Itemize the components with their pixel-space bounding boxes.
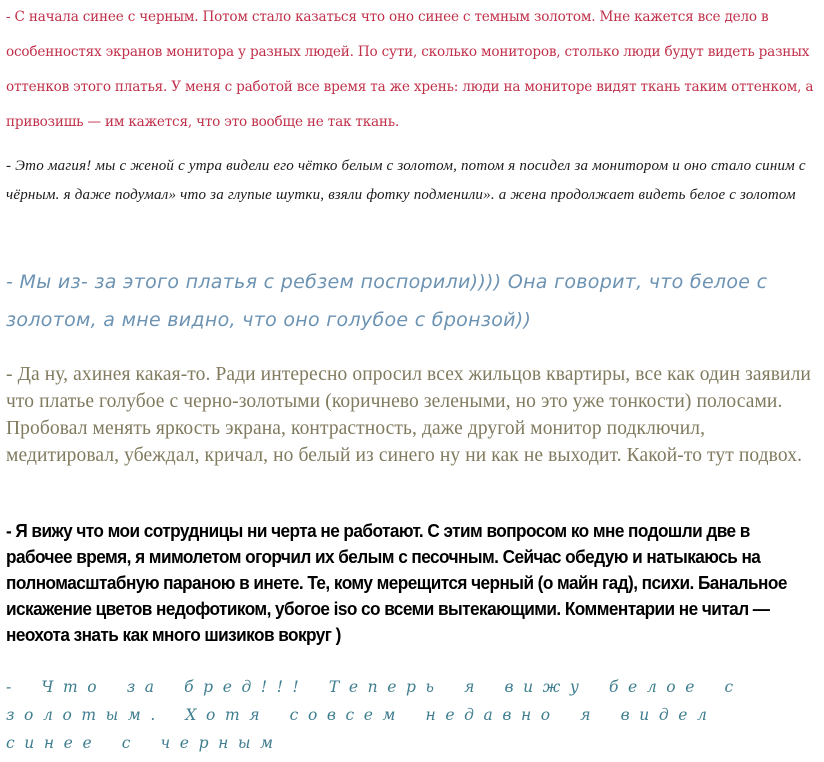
comment-olive: - Да ну, ахинея какая-то. Ради интересно опросил всех жильцов квартиры, все как один заявили что платье голубое с черно-золотыми (коричнево зелеными, но это уже тонкости) полосами. Пробовал менять яркость экрана, контрастность, даже другой монитор подключил, медитировал, убеждал, кричал, но белый из синего ну ни как не выходит. Какой-то тут подвох.: [6, 364, 811, 466]
comment-red: - С начала синее с черным. Потом стало казаться что оно синее с темным золотом. Мне кажется все дело в особенностях экранов монитора у разных людей. По сути, сколько мониторов, столько люди будут видеть разных оттенков этого платья. У меня с работой все время та же хрень: люди на мониторе видят ткань таким оттенком, а привозишь — им кажется, что это вообще не так ткань.: [6, 9, 814, 130]
comment-script: - Это магия! мы с женой с утра видели его чётко белым с золотом, потом я посидел за монитором и оно стало синим с чёрным. я даже подумал» что за глупые шутки, взяли фотку подменили». а жена продолжает видеть белое с золотом: [6, 158, 806, 203]
comment-bold: - Я вижу что мои сотрудницы ни черта не работают. С этим вопросом ко мне подошли две в рабочее время, я мимолетом огорчил их белым с песочным. Сейчас обедую и натыкаюсь на полномасштабную параною в инете. Те, кому мерещится черный (о майн гад), психи. Банальное искажение цветов недофотиком, убогое iso со всеми вытекающими. Комментарии не читал — неохота знать как много шизиков вокруг ): [6, 520, 787, 645]
comment-blue: - Мы из- за этого платья с ребзем поспорили)))) Она говорит, что белое с золотом, а мне видно, что оно голубое с бронзой)): [6, 271, 768, 331]
comment-spaced: - Что за бред!!! Теперь я вижу белое с золотым. Хотя совсем недавно я видел синее с черным: [6, 678, 743, 752]
